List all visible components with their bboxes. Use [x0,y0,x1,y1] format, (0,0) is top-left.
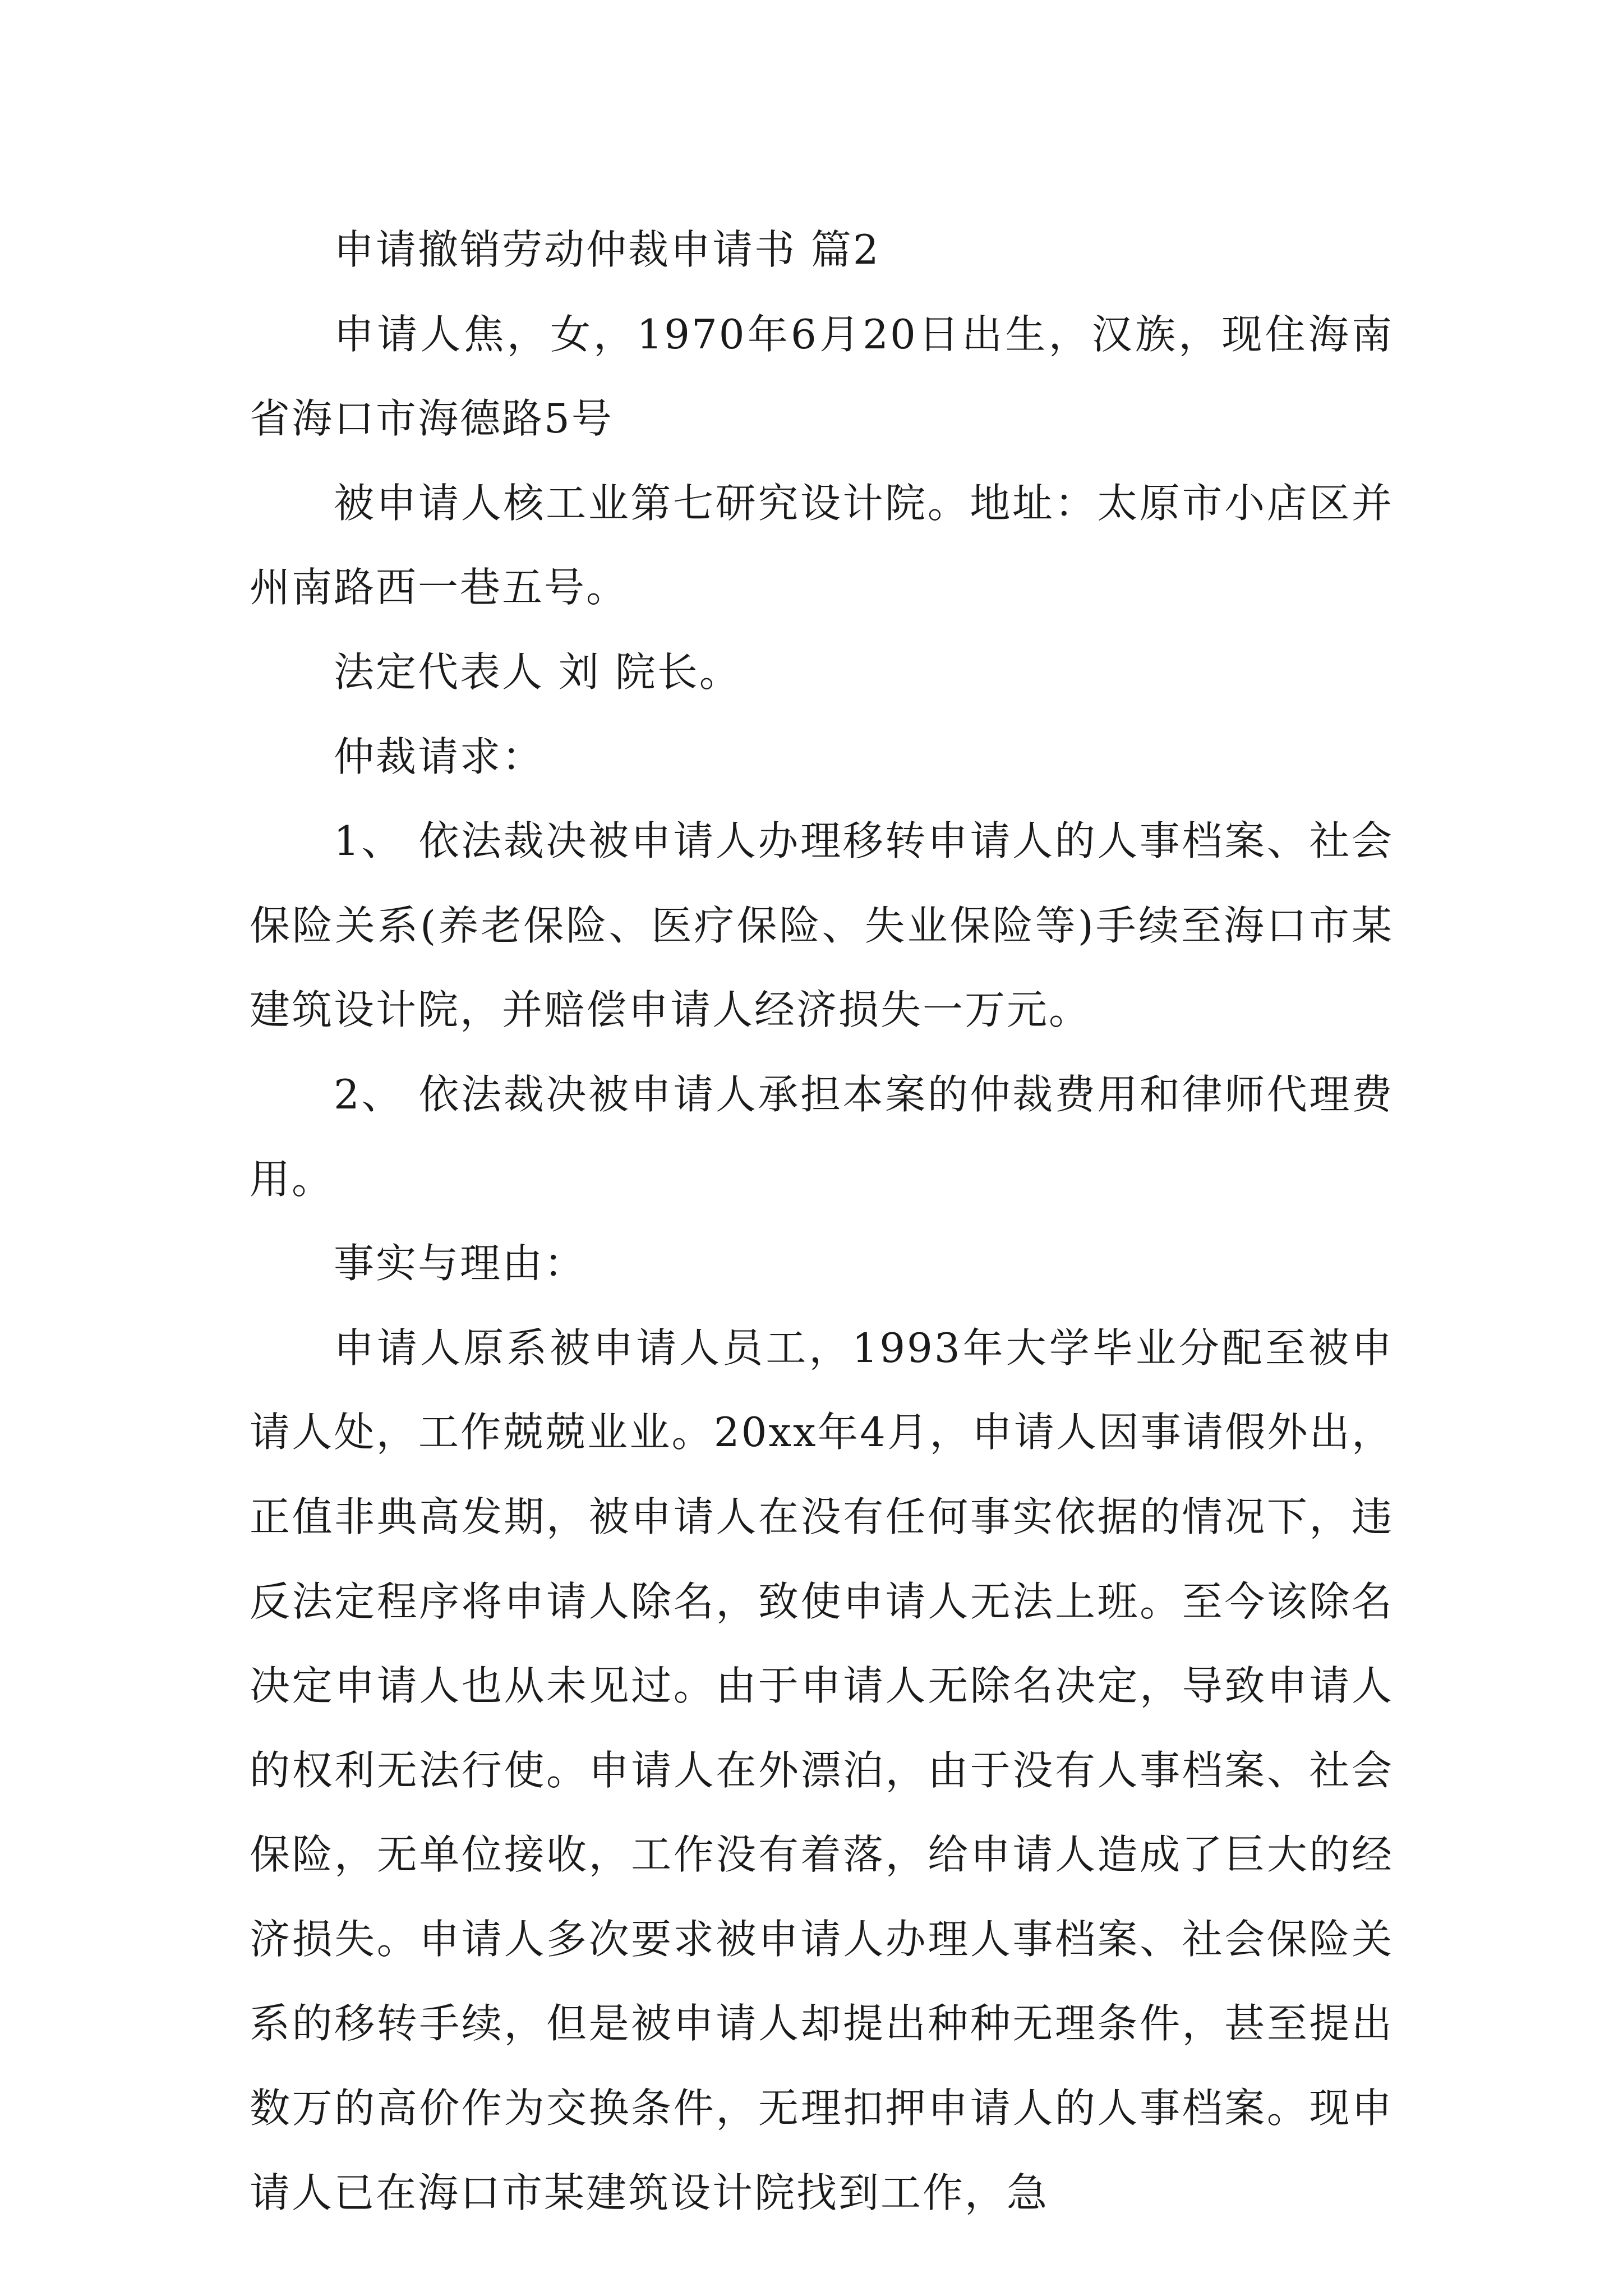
document-title: 申请撤销劳动仲裁申请书 篇2 [334,226,880,273]
respondent-paragraph: 被申请人核工业第七研究设计院。地址：太原市小店区并州南路西一巷五号。 [250,479,1394,611]
facts-heading: 事实与理由： [334,1240,587,1287]
facts-paragraph: 申请人原系被申请人员工，1993年大学毕业分配至被申请人处，工作兢兢业业。20xx年4月，申请人因事请假外出，正值非典高发期，被申请人在没有任何事实依据的情况下，违反法定程序将申请人除名，致使申请人无法上班。至今该除名决定申请人也从未见过。由于申请人无除名决定，导致申请人的权利无法行使。申请人在外漂泊，由于没有人事档案、社会保险，无单位接收，工作没有着落，给申请人造成了巨大的经济损失。申请人多次要求被申请人办理人事档案、社会保险关系的移转手续，但是被申请人却提出种种无理条件，甚至提出数万的高价作为交换条件，无理扣押申请人的人事档案。现申请人已在海口市某建筑设计院找到工作，急 [250,1324,1394,2216]
claims-heading: 仲裁请求： [334,733,545,780]
claim-item-1: 1、 依法裁决被申请人办理移转申请人的人事档案、社会保险关系(养老保险、医疗保险、失业保险等)手续至海口市某建筑设计院，并赔偿申请人经济损失一万元。 [250,817,1394,1034]
document-body [250,208,1394,2235]
claim-item-2: 2、 依法裁决被申请人承担本案的仲裁费用和律师代理费用。 [250,1070,1394,1203]
legal-representative-paragraph: 法定代表人 刘 院长。 [334,648,741,696]
applicant-paragraph: 申请人焦，女，1970年6月20日出生，汉族，现住海南省海口市海德路5号 [250,310,1394,443]
